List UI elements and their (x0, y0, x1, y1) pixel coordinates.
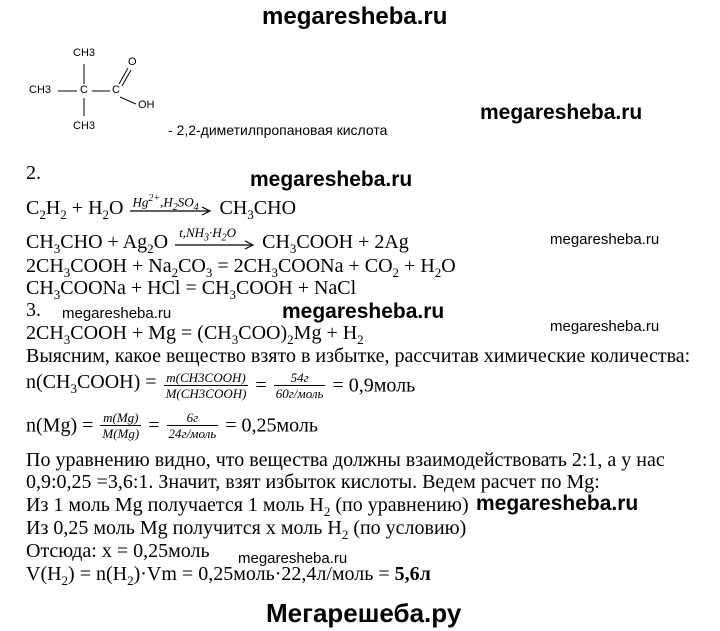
n-acid-result: = 0,9моль (332, 374, 416, 397)
reaction-1 (26, 193, 297, 226)
watermark-right-uravn: megaresheba.ru (476, 492, 639, 515)
oh-group: OH (138, 99, 155, 111)
reaction-3: $2CH_3COOH + Na_2CO_3$ = $2CH_3COONa + CO_2 + H_2O$ (26, 255, 456, 280)
o-top: O (128, 56, 137, 68)
n-acid-left: $n(CH_3COOH)$ = (26, 371, 157, 396)
n-mg-left: n(Mg) = (26, 414, 94, 437)
paragraph-4: Из 0,25 моль Mg получится x моль $H_2$ (по условию) (26, 517, 467, 542)
reaction-2-left: $CH_3CHO + Ag_2O$ (26, 231, 169, 256)
reaction-2-right: $CH_3COOH + 2Ag$ (262, 231, 409, 256)
c-center: C (80, 84, 88, 96)
ch3-bottom: CH3 (73, 120, 96, 132)
n-acid-frac1: $\frac{\text{m(CH3COOH)}}{\text{M(CH3COOH)}}$ (165, 370, 247, 401)
paragraph-3: Из 1 моль Mg получается 1 моль $H_2$ (по уравнению) (26, 494, 469, 519)
intro-text: Выясним, какое вещество взято в избытке, рассчитав химические количества: (26, 345, 691, 367)
watermark-left-3: megaresheba.ru (62, 305, 172, 322)
reaction-1-arrow (128, 193, 214, 218)
c-acid: C (112, 84, 120, 96)
reaction-4: $CH_3COONa$ + HCl = $CH_3COOH$ + NaCl (26, 277, 357, 302)
watermark-after-2: megaresheba.ru (250, 168, 413, 191)
n-acid-frac2: $\frac{54г}{\text{60г/моль}}$ (275, 370, 324, 401)
reaction-2-condition: $t,NH_3\cdot H_2O$ (179, 225, 237, 244)
n-acid-line: $n(CH_3COOH)$ = $\frac{\text{m(CH3COOH)}}{\text{M(CH3COOH)}}$ = $\frac{54г}{\text{60г/моль}}$ = 0,9моль (26, 370, 416, 401)
watermark-right-mg: megaresheba.ru (550, 318, 660, 335)
paragraph-6: $V(H_2) = n(H_2)\cdot Vm$ = 0,25моль·22,4л/моль = 5,6л (26, 563, 431, 588)
ch3-top: CH3 (73, 47, 96, 59)
section-3-number: 3. (26, 299, 41, 321)
n-mg-frac2: $\frac{6г}{\text{24г/моль}}$ (168, 410, 217, 441)
watermark-right-ag: megaresheba.ru (550, 231, 660, 248)
watermark-before-vh2: megaresheba.ru (238, 550, 348, 567)
watermark-top: megaresheba.ru (262, 3, 448, 30)
reaction-2-arrow (173, 225, 257, 252)
arrow-icon (128, 202, 214, 220)
reaction-1-left: $C_2H_2 + H_2O$ (26, 197, 124, 222)
watermark-right-mid: megaresheba.ru (480, 101, 643, 124)
paragraph-1: По уравнению видно, что вещества должны взаимодействовать 2:1, а у нас (26, 449, 665, 471)
final-result: 5,6л (394, 563, 431, 585)
molecule-name: - 2,2-диметилпропановая кислота (168, 122, 388, 138)
n-mg-frac1: $\frac{m(Mg)}{M(Mg)}$ (102, 410, 140, 441)
ch3-left: CH3 (29, 84, 52, 96)
paragraph-2: 0,9:0,25 =3,6:1. Значит, взят избыток кислоты. Ведем расчет по Mg: (26, 471, 600, 493)
n-mg-result: = 0,25моль (225, 414, 319, 437)
n-mg-line: n(Mg) = $\frac{m(Mg)}{M(Mg)}$ = $\frac{6г}{\text{24г/моль}}$ = 0,25моль (26, 410, 319, 441)
arrow-icon (173, 236, 257, 254)
paragraph-5: Отсюда: x = 0,25моль (26, 540, 210, 562)
equation-mg: $2CH_3COOH + Mg = (CH_3COO)_2Mg + H_2$ (26, 322, 364, 347)
molecule-structure (20, 44, 170, 136)
watermark-center-3: megaresheba.ru (282, 300, 445, 323)
section-2-number: 2. (26, 162, 41, 184)
watermark-footer: Мегарешеба.ру (266, 598, 462, 628)
reaction-1-condition: $Hg^{2+},H_2SO_4$ (132, 193, 199, 214)
reaction-1-right: $CH_3CHO$ (219, 197, 297, 222)
